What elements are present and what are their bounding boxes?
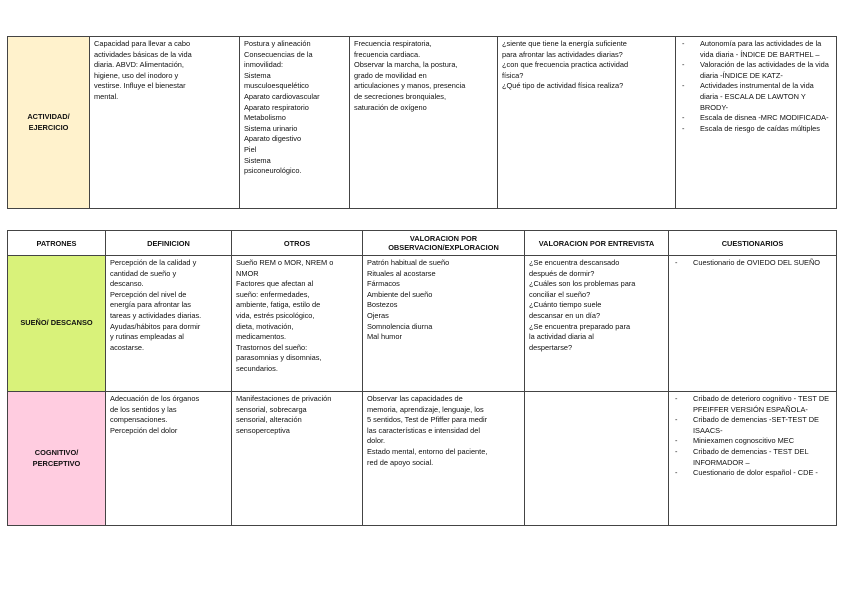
text-line: Percepción del nivel de — [110, 289, 187, 299]
text-line: Manifestaciones de privación — [236, 394, 332, 403]
definicion-cell — [106, 392, 232, 526]
text-line: articulaciones y manos, presencia — [354, 81, 466, 91]
text-line: las características e intensidad del — [367, 425, 480, 435]
list-item: - Miniexamen cognoscitivo MEC — [673, 436, 832, 447]
text-line: Somnolencia diurna — [367, 321, 433, 331]
text-line: energía para afrontar las — [110, 300, 191, 310]
list-item: - Cuestionario de OVIEDO DEL SUEÑO — [673, 258, 832, 269]
text-line: actividades básicas de la vida — [94, 49, 192, 59]
text-line: Percepción de la calidad y — [110, 258, 197, 267]
text-line: Fármacos — [367, 279, 400, 289]
cuestionarios-cell — [676, 37, 837, 209]
header-entrevista: VALORACION POR ENTREVISTA — [525, 231, 669, 256]
list-item: - Cuestionario de dolor español - CDE - — [673, 468, 832, 479]
otros-cell — [240, 37, 350, 209]
text-line: tareas y actividades diarias. — [110, 310, 202, 320]
text-line: inmovilidad: — [244, 60, 284, 70]
text-line: NMOR — [236, 268, 259, 278]
text-line: después de dormir? — [529, 268, 595, 278]
text-line: Ojeras — [367, 310, 389, 320]
text-line: Factores que afectan al — [236, 279, 314, 289]
pattern-label: SUEÑO/ DESCANSO — [20, 318, 93, 328]
text-line: medicamentos. — [236, 332, 287, 342]
text-line: psiconeurológico. — [244, 166, 302, 176]
text-line: red de apoyo social. — [367, 457, 434, 467]
header-patrones: PATRONES — [8, 231, 106, 256]
top-table — [7, 36, 837, 209]
list-item: - Autonomía para las actividades de la vida diaria - ÍNDICE DE BARTHEL – — [680, 39, 832, 60]
pattern-label: COGNITIVO/ PERCEPTIVO — [32, 447, 81, 468]
text-line: Trastornos del sueño: — [236, 342, 308, 352]
text-line: Observar la marcha, la postura, — [354, 60, 458, 70]
text-line: Mal humor — [367, 332, 402, 342]
list-item: - Cribado de deterioro cognitivo - TEST DE PFEIFFER VERSIÓN ESPAÑOLA- — [673, 394, 832, 415]
text-line: descanso. — [110, 279, 144, 289]
entrevista-cell — [498, 37, 676, 209]
text-line: ¿Se encuentra preparado para — [529, 321, 631, 331]
text-line: Estado mental, entorno del paciente, — [367, 446, 488, 456]
text-line: ¿Qué tipo de actividad física realiza? — [502, 81, 624, 91]
text-line: sensorial, sobrecarga — [236, 404, 307, 414]
text-line: Aparato cardiovascular — [244, 91, 320, 101]
text-line: Observar las capacidades de — [367, 394, 463, 403]
text-line: conciliar el sueño? — [529, 289, 591, 299]
entrevista-cell — [525, 256, 669, 392]
definicion-cell — [90, 37, 240, 209]
list-item: - Escala de disnea -MRC MODIFICADA- — [680, 113, 832, 124]
text-line: Ambiente del sueño — [367, 289, 433, 299]
text-line: Capacidad para llevar a cabo — [94, 39, 191, 48]
pattern-cell-cognitivo — [8, 392, 106, 526]
text-line: grado de movilidad en — [354, 70, 427, 80]
text-line: Sueño REM o MOR, NREM o — [236, 258, 334, 267]
text-line: sensorial, alteración — [236, 415, 302, 425]
text-line: descansar en un día? — [529, 310, 601, 320]
text-line: compensaciones. — [110, 415, 168, 425]
text-line: ¿Cuánto tiempo suele — [529, 300, 602, 310]
text-line: Rituales al acostarse — [367, 268, 436, 278]
text-line: ¿Se encuentra descansado — [529, 258, 620, 267]
text-line: musculoesquelético — [244, 81, 309, 91]
otros-cell — [232, 256, 363, 392]
text-line: Aparato digestivo — [244, 134, 302, 144]
text-line: dolor. — [367, 436, 386, 446]
table-row — [8, 392, 837, 526]
text-line: Consecuencias de la — [244, 49, 313, 59]
text-line: ¿con que frecuencia practica actividad — [502, 60, 629, 70]
text-line: parasomnias y disomnias, — [236, 353, 322, 363]
text-line: frecuencia cardiaca. — [354, 49, 421, 59]
text-line: física? — [502, 70, 524, 80]
text-line: secundarios. — [236, 363, 278, 373]
text-line: ambiente, fatiga, estilo de — [236, 300, 321, 310]
text-line: acostarse. — [110, 342, 145, 352]
text-line: la actividad diaria al — [529, 332, 594, 342]
header-observacion: VALORACION POR OBSERVACION/EXPLORACION — [363, 231, 525, 256]
text-line: vestirse. Influye el bienestar — [94, 81, 186, 91]
cuestionarios-cell — [669, 256, 837, 392]
text-line: dieta, motivación, — [236, 321, 294, 331]
text-line: Adecuación de los órganos — [110, 394, 200, 403]
pattern-label: ACTIVIDAD/ EJERCICIO — [27, 111, 70, 132]
text-line: Patrón habitual de sueño — [367, 258, 450, 267]
text-line: saturación de oxígeno — [354, 102, 427, 112]
table-row — [8, 256, 837, 392]
entrevista-cell — [525, 392, 669, 526]
text-line: diaria. ABVD: Alimentación, — [94, 60, 184, 70]
otros-cell — [232, 392, 363, 526]
text-line: Sistema — [244, 70, 271, 80]
text-line: Sistema — [244, 155, 271, 165]
text-line: Bostezos — [367, 300, 398, 310]
header-definicion: DEFINICION — [106, 231, 232, 256]
text-line: sueño: enfermedades, — [236, 289, 310, 299]
list-item: - Escala de riesgo de caídas múltiples — [680, 124, 832, 135]
observacion-cell — [363, 256, 525, 392]
text-line: 5 sentidos, Test de Pfiffer para medir — [367, 415, 488, 425]
text-line: despertarse? — [529, 342, 573, 352]
list-item: - Valoración de las actividades de la vida diaria -ÍNDICE DE KATZ- — [680, 60, 832, 81]
list-item: - Actividades instrumental de la vida diaria - ESCALA DE LAWTON Y BRODY- — [680, 81, 832, 113]
observacion-cell — [363, 392, 525, 526]
text-line: higiene, uso del inodoro y — [94, 70, 179, 80]
text-line: ¿siente que tiene la energía suficiente — [502, 39, 627, 48]
cuestionarios-cell — [669, 392, 837, 526]
text-line: de secreciones bronquiales, — [354, 91, 447, 101]
text-line: memoria, aprendizaje, lenguaje, los — [367, 404, 484, 414]
main-table — [7, 230, 837, 526]
text-line: Metabolismo — [244, 113, 286, 123]
list-item: - Cribado de demencias - TEST DEL INFORMADOR – — [673, 447, 832, 468]
text-line: ¿Cuáles son los problemas para — [529, 279, 636, 289]
text-line: cantidad de sueño y — [110, 268, 177, 278]
text-line: de los sentidos y las — [110, 404, 177, 414]
text-line: y rutinas empleadas al — [110, 332, 184, 342]
pattern-cell-actividad — [8, 37, 90, 209]
text-line: vida, estrés psicológico, — [236, 310, 315, 320]
header-cuestionarios: CUESTIONARIOS — [669, 231, 837, 256]
observacion-cell — [350, 37, 498, 209]
text-line: sensoperceptiva — [236, 425, 290, 435]
pattern-cell-sueno — [8, 256, 106, 392]
text-line: Sistema urinario — [244, 123, 298, 133]
header-otros: OTROS — [232, 231, 363, 256]
text-line: mental. — [94, 91, 119, 101]
list-item: - Cribado de demencias -SET-TEST DE ISAACS- — [673, 415, 832, 436]
text-line: para afrontar las actividades diarias? — [502, 49, 623, 59]
text-line: Frecuencia respiratoria, — [354, 39, 432, 48]
text-line: Ayudas/hábitos para dormir — [110, 321, 201, 331]
text-line: Percepción del dolor — [110, 425, 178, 435]
text-line: Postura y alineación — [244, 39, 311, 48]
text-line: Piel — [244, 144, 257, 154]
definicion-cell — [106, 256, 232, 392]
text-line: Aparato respiratorio — [244, 102, 309, 112]
